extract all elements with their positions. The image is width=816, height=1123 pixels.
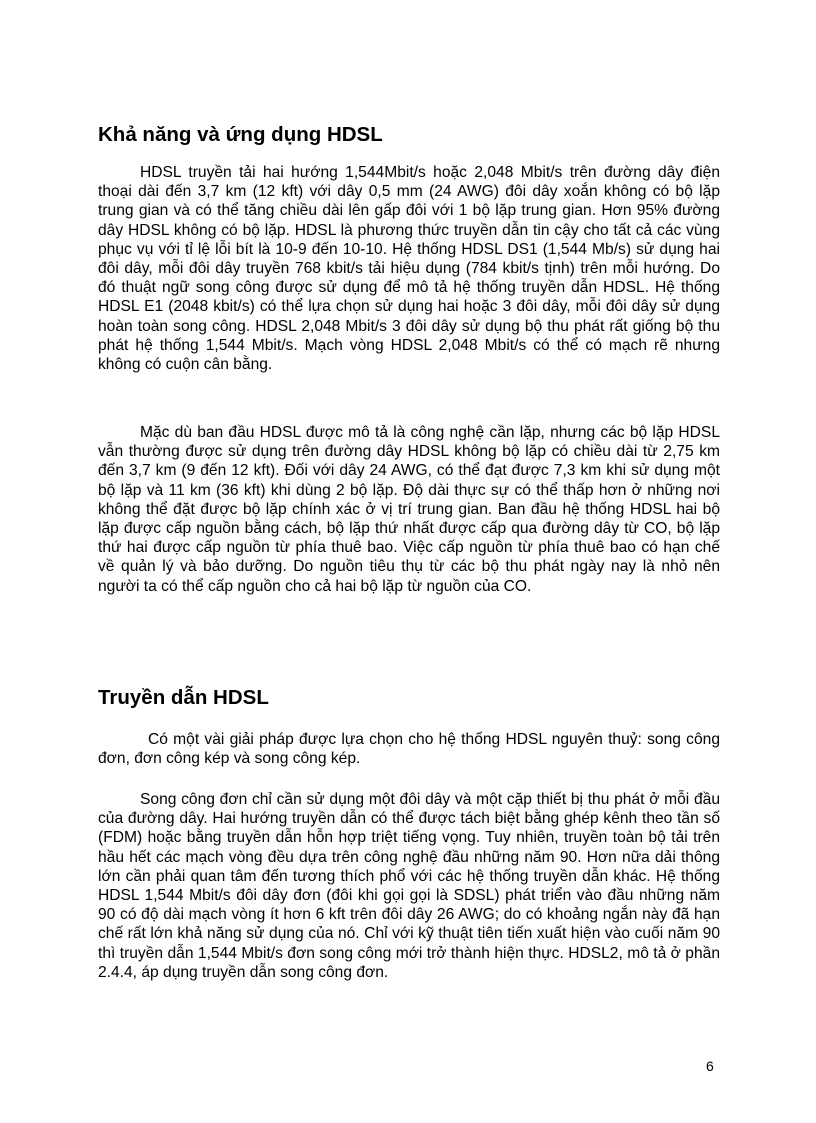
section-heading-capabilities: Khả năng và ứng dụng HDSL	[98, 123, 383, 146]
paragraph-hdsl-overview: HDSL truyền tải hai hướng 1,544Mbit/s hoặc 2,048 Mbit/s trên đường dây điện thoại dài đến 3,7 km (12 kft) với dây 0,5 mm (24 AWG) đôi dây xoắn không có bộ lặp trung gian và có thể tăng chiều dài lên gấp đôi với 1 bộ lặp trung gian. Hơn 95% đường dây HDSL không có bộ lặp. HDSL là phương thức truyền dẫn tin cậy cho tất cả các vùng phục vụ với tỉ lệ lỗi bít là 10-9 đến 10-10. Hệ thống HDSL DS1 (1,544 Mb/s) sử dụng hai đôi dây, mỗi đôi dây truyền 768 kbit/s tải hiệu dụng (784 kbit/s tịnh) trên mỗi hướng. Do đó thuật ngữ song công được sử dụng để mô tả hệ thống truyền dẫn HDSL. Hệ thống HDSL E1 (2048 kbit/s) có thể lựa chọn sử dụng hai hoặc 3 đôi dây, mỗi đôi dây sử dụng hoàn toàn song công. HDSL 2,048 Mbit/s 3 đôi dây sử dụng bộ thu phát rất giống bộ thu phát hệ thống 1,544 Mbit/s. Mạch vòng HDSL 2,048 Mbit/s có thể có mạch rẽ nhưng không có cuộn cân bằng.	[98, 164, 720, 374]
paragraph-hdsl-repeaters: Mặc dù ban đầu HDSL được mô tả là công nghệ cần lặp, nhưng các bộ lặp HDSL vẫn thường được sử dụng trên đường dây HDSL không bộ lặp có chiều dài từ 2,75 km đến 3,7 km (9 đến 12 kft). Đối với dây 24 AWG, có thể đạt được 7,3 km khi sử dụng một bộ lặp và 11 km (36 kft) khi dùng 2 bộ lặp. Độ dài thực sự có thể thấp hơn ở những nơi không thể đặt được bộ lặp chính xác ở vị trí trung gian. Ban đầu hệ thống HDSL hai bộ lặp được cấp nguồn bằng cách, bộ lặp thứ nhất được cấp qua đường dây từ CO, bộ lặp thứ hai được cấp nguồn từ phía thuê bao. Việc cấp nguồn từ phía thuê bao có hạn chế về quản lý và bảo dưỡng. Do nguồn tiêu thụ từ các bộ thu phát ngày nay là nhỏ nên người ta có thể cấp nguồn cho cả hai bộ lặp từ nguồn của CO.	[98, 424, 720, 595]
section-heading-transmission: Truyền dẫn HDSL	[98, 686, 269, 709]
paragraph-single-duplex: Song công đơn chỉ cần sử dụng một đôi dây và một cặp thiết bị thu phát ở mỗi đầu của đường dây. Hai hướng truyền dẫn có thể được tách biệt bằng ghép kênh theo tần số (FDM) hoặc bằng truyền dẫn hỗn hợp triệt tiếng vọng. Tuy nhiên, truyền toàn bộ tải trên hầu hết các mạch vòng đều dựa trên công nghệ đầu những năm 90. Hơn nữa dải thông lớn cần phải quan tâm đến tương thích phổ với các hệ thống truyền dẫn khác. Hệ thống HDSL 1,544 Mbit/s đôi dây đơn (đôi khi gọi gọi là SDSL) phát triển vào đầu những năm 90 có độ dài mạch vòng ít hơn 6 kft trên đôi dây 26 AWG; do có khoảng ngắn này đã hạn chế rất lớn khả năng sử dụng của nó. Chỉ với kỹ thuật tiên tiến xuất hiện vào cuối năm 90 thì truyền dẫn 1,544 Mbit/s đơn song công mới trở thành hiện thực. HDSL2, mô tả ở phần 2.4.4, áp dụng truyền dẫn song công đơn.	[98, 791, 720, 981]
page-number: 6	[706, 1058, 714, 1074]
paragraph-transmission-options: Có một vài giải pháp được lựa chọn cho hệ thống HDSL nguyên thuỷ: song công đơn, đơn công kép và song công kép.	[98, 731, 720, 768]
